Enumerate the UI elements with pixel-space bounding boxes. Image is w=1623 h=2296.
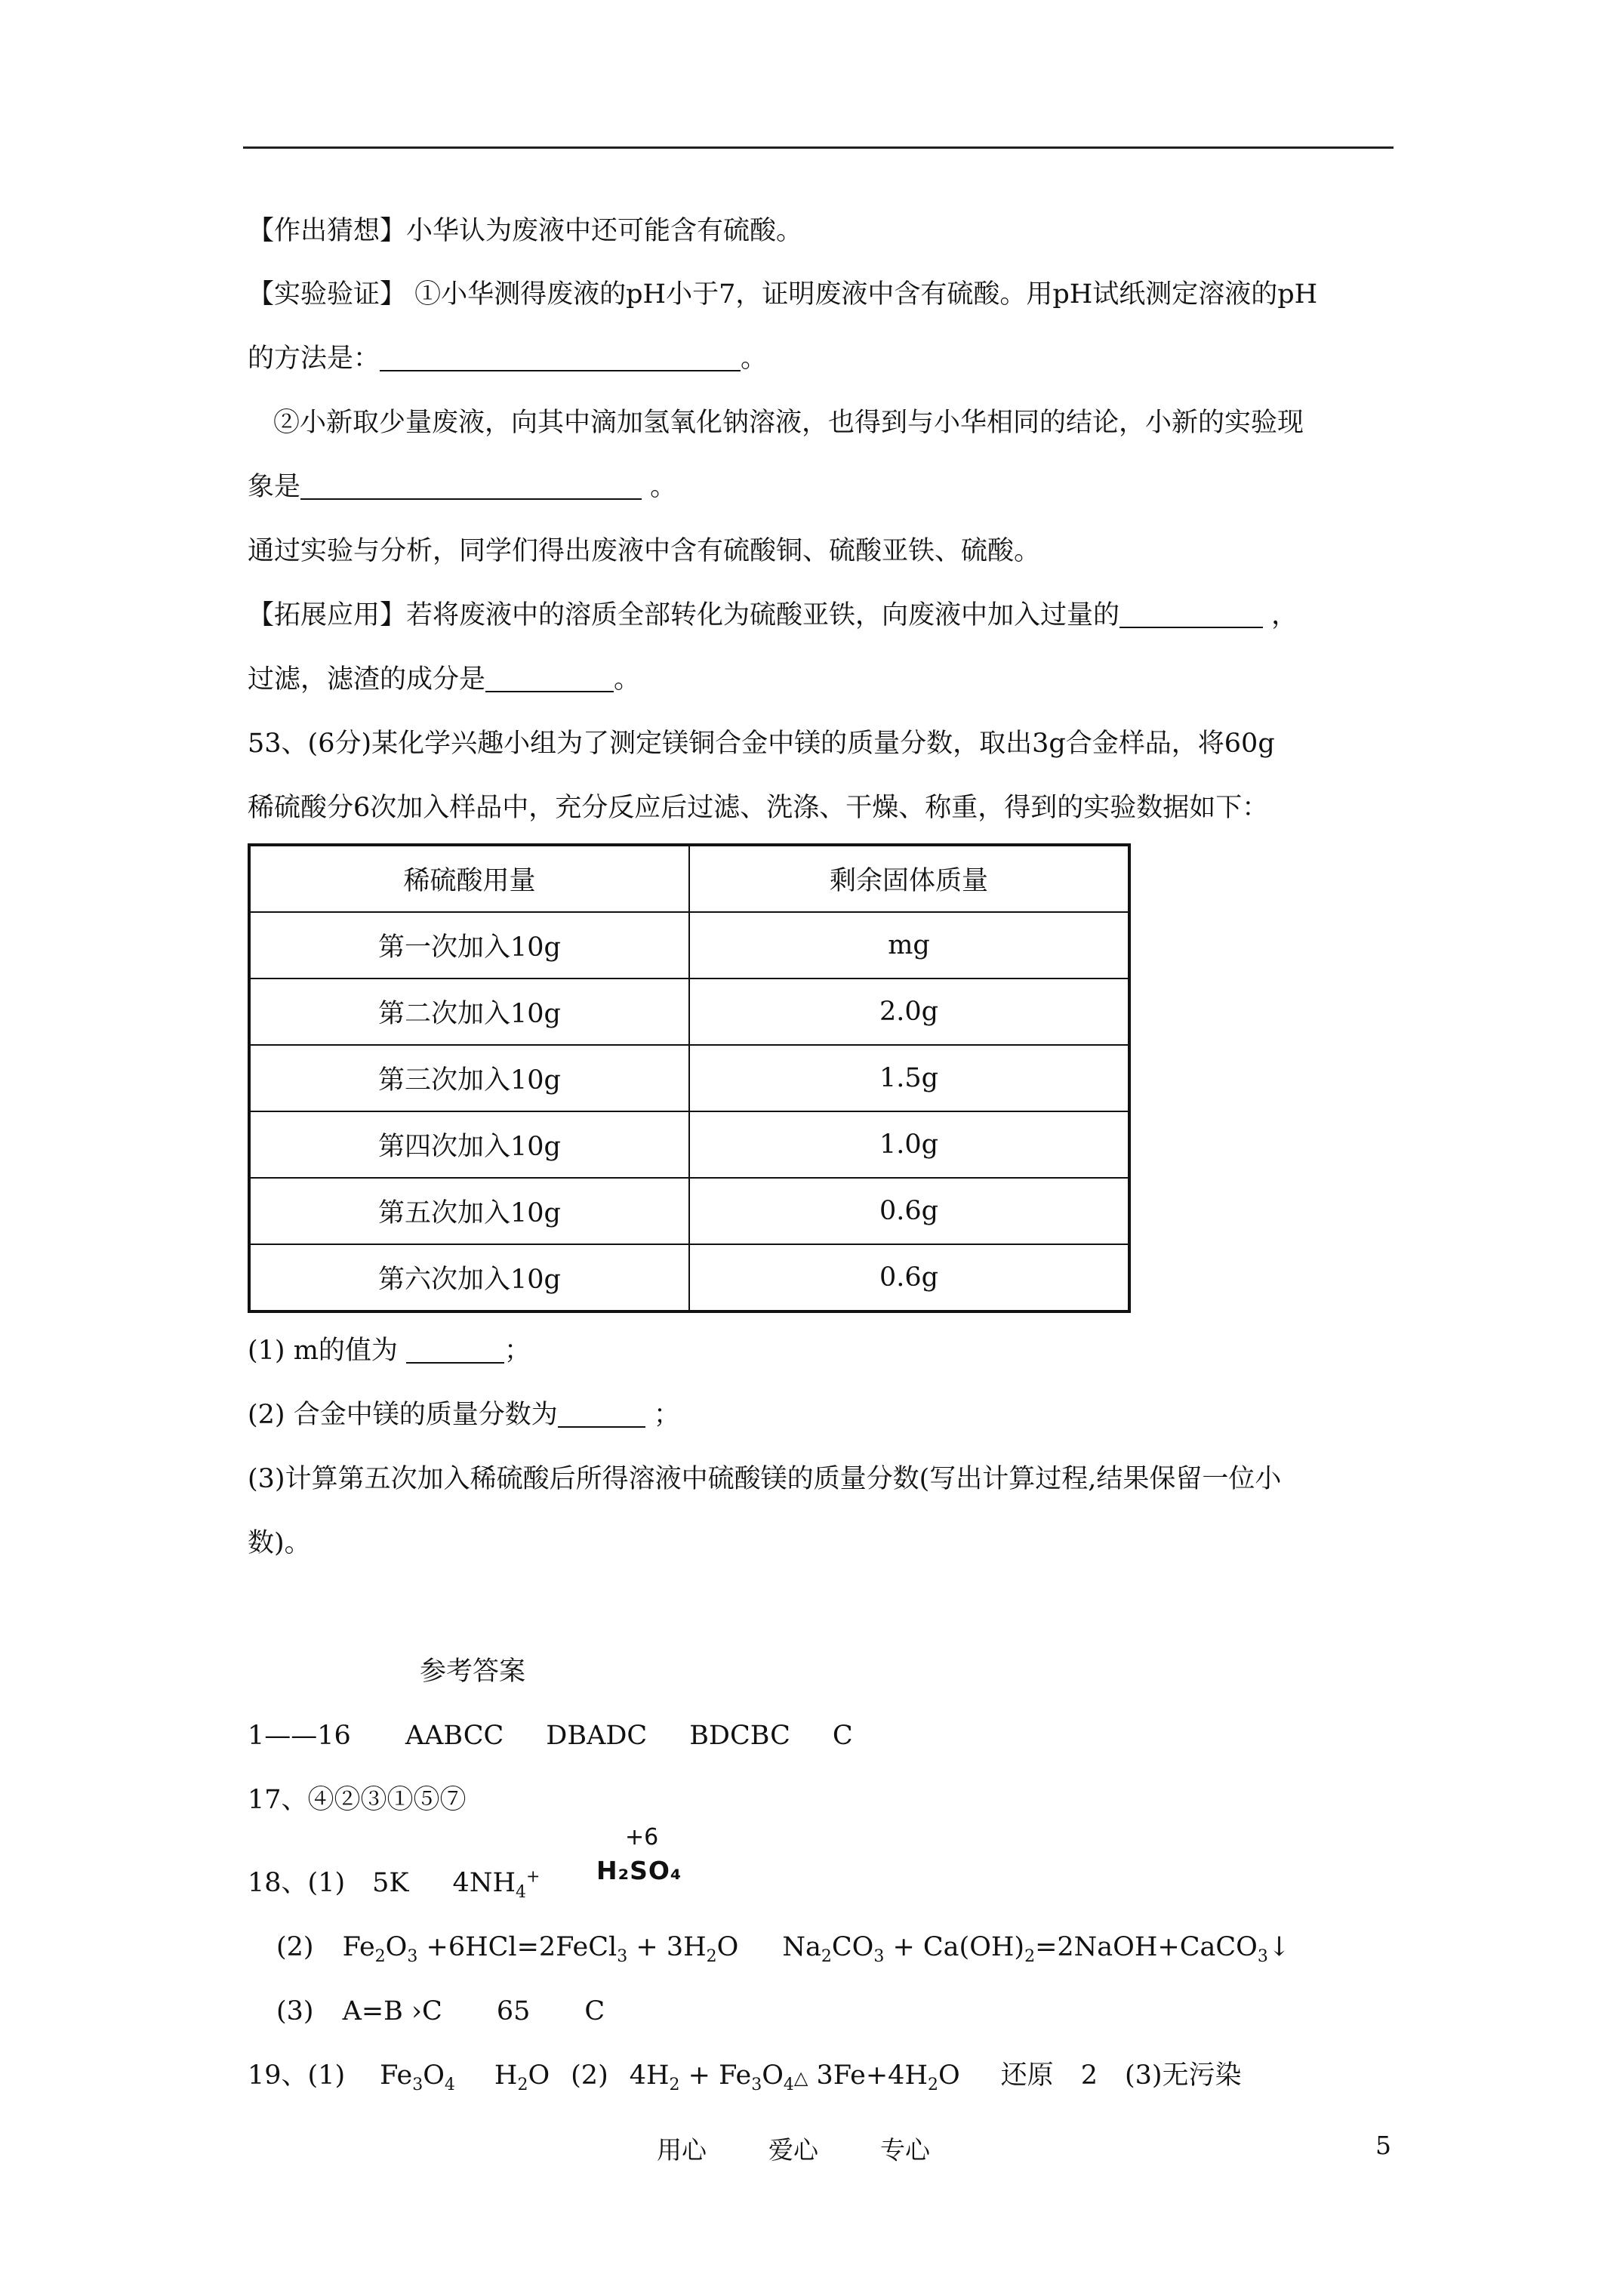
- answer-19-prefix: 19、(1): [248, 2060, 346, 2091]
- answer-18-3-c: C: [584, 1996, 605, 2026]
- table-cell: 1.0g: [689, 1111, 1129, 1178]
- verify-line: [248, 276, 1317, 313]
- q3-text-1: (3)计算第五次加入稀硫酸后所得溶液中硫酸镁的质量分数(写出计算过程,结果保留一位小: [248, 1464, 1282, 1494]
- answer-18-2-label: (2): [276, 1932, 314, 1962]
- q1-end: ；: [504, 1336, 531, 1366]
- footer-text-2: 爱心: [768, 2135, 818, 2165]
- table-cell: 2.0g: [689, 978, 1129, 1045]
- extend-comma: ，: [1263, 600, 1298, 630]
- equation-2: $Na_2CO_3$ + $Ca(OH)_2=2NaOH+CaCO_3↓$: [782, 1932, 1291, 1966]
- answer-19-c: 还原: [1000, 2060, 1054, 2091]
- answer-18-3-a: A=B ›C: [342, 1996, 442, 2026]
- equation-3: $4H_2$ + $Fe_3O_4\triangle$ $3Fe+4H_2O$: [629, 2060, 960, 2094]
- formula-h2o: $H_2O$: [494, 2060, 550, 2094]
- answer-group: DBADC: [546, 1721, 648, 1751]
- answer-18-1: [248, 1865, 540, 1901]
- verify-text: ①小华测得废液的pH小于7，证明废液中含有硫酸。用pH试纸测定溶液的pH: [406, 279, 1318, 310]
- table-cell: 0.6g: [689, 1244, 1129, 1311]
- answer-blank-residue[interactable]: [485, 664, 614, 692]
- conclusion-line: [248, 533, 1040, 569]
- answer-blank-phenomenon[interactable]: [300, 471, 642, 500]
- step2-end: 。: [642, 472, 677, 502]
- answer-blank-reagent[interactable]: [1119, 599, 1263, 628]
- table-row: [249, 1244, 1129, 1311]
- answer-18-3: [276, 1993, 605, 2029]
- table-cell: 第一次加入10g: [249, 912, 689, 978]
- step2-text-2: 象是: [248, 472, 301, 502]
- q53-text-1: 53、(6分)某化学兴趣小组为了测定镁铜合金中镁的质量分数，取出3g合金样品，将60g: [248, 729, 1275, 759]
- q3-text-2: 数)。: [248, 1528, 311, 1558]
- extend-end: 。: [614, 664, 641, 695]
- q53-text-2: 稀硫酸分6次加入样品中，充分反应后过滤、洗涤、干燥、称重，得到的实验数据如下：: [248, 793, 1269, 823]
- answer-group: BDCBC: [689, 1721, 790, 1751]
- extend-line: [248, 597, 1298, 633]
- q53-line-2: [248, 790, 1268, 826]
- answer-19: [248, 2057, 1242, 2096]
- table-cell: 第六次加入10g: [249, 1244, 689, 1311]
- answer-group: C: [832, 1721, 853, 1751]
- table-row: [249, 1045, 1129, 1111]
- table-cell: 1.5g: [689, 1045, 1129, 1111]
- answer-18-2: [276, 1929, 1290, 1965]
- verify-line-2: [248, 341, 767, 377]
- table-row: [249, 978, 1129, 1045]
- answer-19-2-label: (2): [571, 2060, 608, 2091]
- formula-h2so4: H₂SO₄: [596, 1856, 682, 1885]
- table-header-cell: 剩余固体质量: [689, 845, 1129, 912]
- answer-18-b: 4NH: [452, 1868, 516, 1898]
- footer-text-1: 用心: [657, 2135, 707, 2165]
- answer-1-16: [248, 1718, 853, 1754]
- table-cell: 第二次加入10g: [249, 978, 689, 1045]
- guess-label: 【作出猜想】: [248, 216, 407, 246]
- subscript: 4: [515, 1883, 526, 1902]
- extend-text: 若将废液中的溶质全部转化为硫酸亚铁，向废液中加入过量的: [406, 600, 1120, 630]
- equation-1: $Fe_2O_3$ +6HCl=2FeCl$_3$ + $3H_2O$: [342, 1932, 739, 1966]
- guess-text: 小华认为废液中还可能含有硫酸。: [406, 216, 803, 246]
- answer-18-3-label: (3): [276, 1996, 314, 2026]
- q3-line-1: [248, 1461, 1281, 1497]
- page-number: 5: [1375, 2131, 1391, 2160]
- superscript: +: [525, 1867, 540, 1887]
- header-rule: [243, 146, 1394, 149]
- extend-label: 【拓展应用】: [248, 600, 407, 630]
- table-cell: 第三次加入10g: [249, 1045, 689, 1111]
- q1-text: (1) m的值为: [248, 1336, 407, 1366]
- step2-line-2: [248, 469, 676, 505]
- answer-18-a: 5K: [372, 1868, 409, 1898]
- answer-blank-ph-method[interactable]: [380, 343, 741, 371]
- table-row: [249, 1111, 1129, 1178]
- table-cell: 第四次加入10g: [249, 1111, 689, 1178]
- footer-text-3: 专心: [880, 2135, 930, 2165]
- answer-18-3-b: 65: [496, 1996, 531, 2026]
- table-cell: 0.6g: [689, 1178, 1129, 1244]
- table-cell: 第五次加入10g: [249, 1178, 689, 1244]
- answer-19-d: 2: [1080, 2060, 1098, 2091]
- table-header-cell: 稀硫酸用量: [249, 845, 689, 912]
- verify-text-2: 的方法是：: [248, 344, 380, 374]
- extend-line-2: [248, 661, 640, 698]
- q1-line: [248, 1333, 531, 1369]
- conclusion-text: 通过实验与分析，同学们得出废液中含有硫酸铜、硫酸亚铁、硫酸。: [248, 536, 1041, 566]
- guess-line: [248, 213, 802, 249]
- answer-blank-m[interactable]: [406, 1335, 504, 1364]
- answers-title: 参考答案: [420, 1657, 526, 1687]
- q2-text: (2) 合金中镁的质量分数为: [248, 1400, 558, 1430]
- q2-line: [248, 1397, 680, 1433]
- answer-19-e: (3)无污染: [1124, 2060, 1242, 2091]
- oxidation-number: +6: [625, 1824, 659, 1851]
- answer-group: AABCC: [405, 1721, 504, 1751]
- q2-end: ；: [645, 1400, 680, 1430]
- answer-18-prefix: 18、(1): [248, 1868, 346, 1898]
- table-row: [249, 1178, 1129, 1244]
- answer-17: 17、④②③①⑤⑦: [248, 1785, 467, 1815]
- step2-line: [273, 405, 1304, 441]
- verify-end: 。: [741, 344, 768, 374]
- q3-line-2: [248, 1525, 311, 1561]
- answer-range: 1——16: [248, 1721, 351, 1751]
- q53-line-1: [248, 726, 1275, 762]
- table-row: [249, 912, 1129, 978]
- table-header-row: [249, 845, 1129, 912]
- verify-label: 【实验验证】: [248, 279, 407, 310]
- answer-blank-fraction[interactable]: [558, 1399, 645, 1428]
- experiment-data-table: [248, 843, 1131, 1313]
- step2-text: ②小新取少量废液，向其中滴加氢氧化钠溶液，也得到与小华相同的结论，小新的实验现: [273, 408, 1304, 438]
- extend-text-2: 过滤，滤渣的成分是: [248, 664, 486, 695]
- formula-fe3o4: $Fe_3O_4$: [380, 2060, 455, 2094]
- table-cell: mg: [689, 912, 1129, 978]
